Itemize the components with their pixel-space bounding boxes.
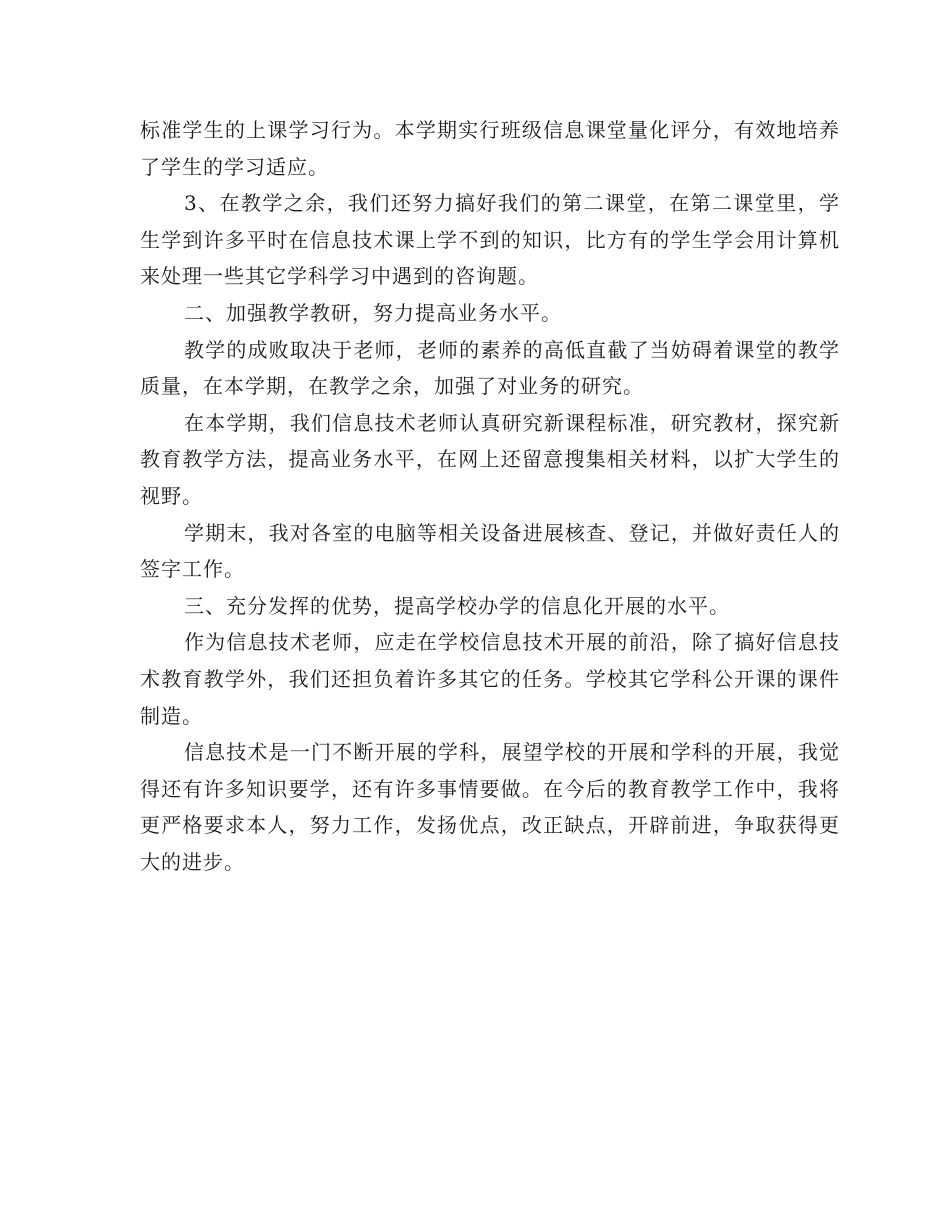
paragraph-second-classroom: 3、在教学之余，我们还努力搞好我们的第二课堂，在第二课堂里，学生学到许多平时在信息技术课上学不到的知识，比方有的学生学会用计算机来处理一些其它学科学习中遇到的咨询题。 (140, 191, 840, 289)
paragraph-teacher-quality: 教学的成败取决于老师，老师的素养的高低直截了当妨碍着课堂的教学质量，在本学期，在教学之余，加强了对业务的研究。 (140, 337, 840, 399)
section-heading-informatization: 三、充分发挥的优势，提高学校办学的信息化开展的水平。 (184, 593, 730, 618)
document-body (140, 112, 840, 880)
paragraph-teacher-role: 作为信息技术老师，应走在学校信息技术开展的前沿，除了搞好信息技术教育教学外，我们还担负着许多其它的任务。学校其它学科公开课的课件制造。 (140, 630, 840, 728)
section-heading-teaching-research: 二、加强教学教研，努力提高业务水平。 (184, 300, 562, 325)
paragraph-equipment-check: 学期末，我对各室的电脑等相关设备进展核查、登记，并做好责任人的签字工作。 (140, 520, 840, 582)
paragraph-conclusion: 信息技术是一门不断开展的学科，展望学校的开展和学科的开展，我觉得还有许多知识要学，还有许多事情要做。在今后的教育教学工作中，我将更严格要求本人，努力工作，发扬优点，改正缺点，开辟前进，争取获得更大的进步。 (140, 740, 840, 874)
paragraph-continuation: 标准学生的上课学习行为。本学期实行班级信息课堂量化评分，有效地培养了学生的学习适应。 (140, 118, 840, 179)
paragraph-curriculum-research: 在本学期，我们信息技术老师认真研究新课程标准，研究教材，探究新教育教学方法，提高业务水平，在网上还留意搜集相关材料，以扩大学生的视野。 (140, 410, 840, 508)
